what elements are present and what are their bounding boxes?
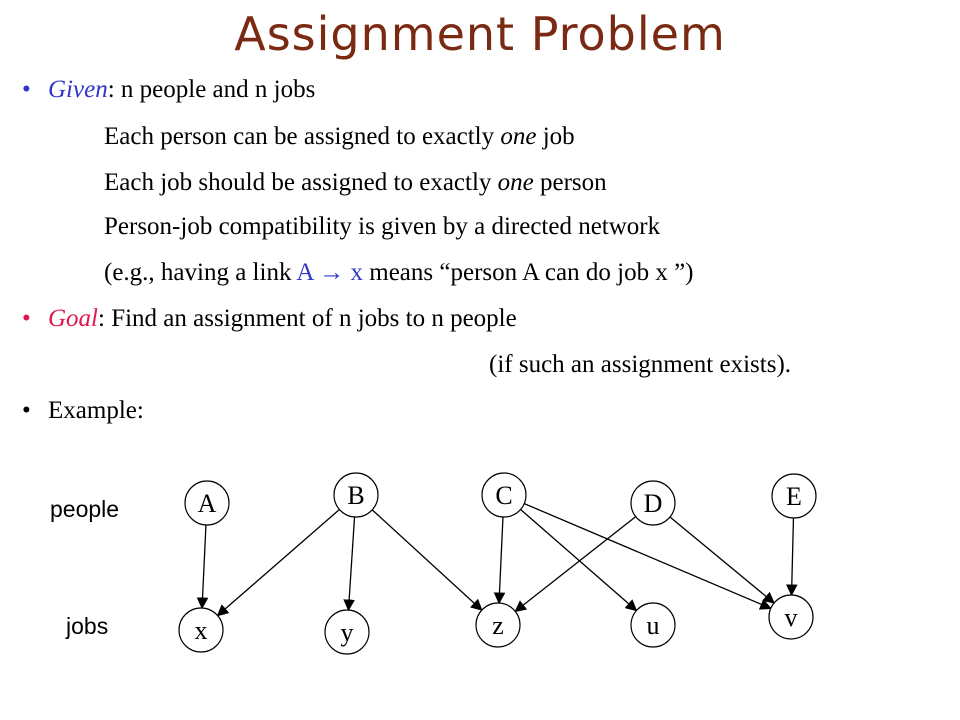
example-label: Example: bbox=[48, 397, 144, 424]
edge-B-to-z bbox=[372, 510, 482, 610]
edge-A-to-x bbox=[202, 525, 206, 608]
job-node-label: z bbox=[492, 611, 504, 640]
page-title: Assignment Problem bbox=[234, 7, 726, 61]
detail-4-text: (e.g., having a link bbox=[104, 259, 297, 286]
detail-2-text: Each job should be assigned to exactly bbox=[104, 169, 498, 196]
edge-C-to-z bbox=[499, 517, 503, 603]
detail-1-end: job bbox=[536, 123, 575, 150]
job-node-y bbox=[325, 610, 369, 654]
detail-3-text: Person-job compatibility is given by a directed network bbox=[104, 213, 661, 240]
bullet-given: • bbox=[22, 76, 31, 103]
person-node-A bbox=[185, 481, 229, 525]
bullet-goal: • bbox=[22, 305, 31, 332]
job-node-u bbox=[631, 603, 675, 647]
detail-1-text: Each person can be assigned to exactly bbox=[104, 123, 501, 150]
job-node-x bbox=[179, 608, 223, 652]
edge-E-to-v bbox=[792, 518, 794, 595]
person-node-label: A bbox=[197, 489, 217, 518]
job-node-label: x bbox=[194, 616, 208, 645]
edge-B-to-y bbox=[348, 517, 354, 610]
person-node-label: C bbox=[495, 481, 513, 510]
job-node-label: u bbox=[646, 611, 660, 640]
link-example: A → x bbox=[296, 259, 364, 286]
person-node-E bbox=[772, 474, 816, 518]
bullet-example: • bbox=[22, 397, 31, 424]
person-node-D bbox=[631, 481, 675, 525]
goal-text-2: (if such an assignment exists). bbox=[489, 351, 792, 378]
given-keyword: Given bbox=[48, 76, 108, 103]
edge-C-to-u bbox=[521, 509, 637, 610]
detail-1-emphasis: one bbox=[500, 123, 537, 150]
edge-D-to-z bbox=[515, 517, 635, 612]
person-node-label: D bbox=[643, 489, 663, 518]
edge-D-to-v bbox=[670, 517, 774, 603]
jobs-row-label: jobs bbox=[66, 613, 109, 639]
detail-2-emphasis: one bbox=[497, 169, 534, 196]
given-text: : n people and n jobs bbox=[107, 76, 316, 103]
people-row-label: people bbox=[50, 496, 120, 522]
detail-4-end: means “person A can do job x ”) bbox=[363, 259, 694, 286]
edge-B-to-x bbox=[218, 509, 340, 615]
person-node-label: E bbox=[786, 482, 802, 511]
detail-2-end: person bbox=[533, 169, 607, 196]
job-node-label: v bbox=[784, 603, 798, 632]
goal-keyword: Goal bbox=[48, 305, 98, 332]
job-node-v bbox=[769, 595, 813, 639]
person-node-label: B bbox=[347, 481, 365, 510]
job-node-z bbox=[476, 603, 520, 647]
person-node-C bbox=[482, 473, 526, 517]
goal-text: : Find an assignment of n jobs to n people bbox=[98, 305, 517, 332]
job-node-label: y bbox=[340, 618, 354, 647]
person-node-B bbox=[334, 473, 378, 517]
